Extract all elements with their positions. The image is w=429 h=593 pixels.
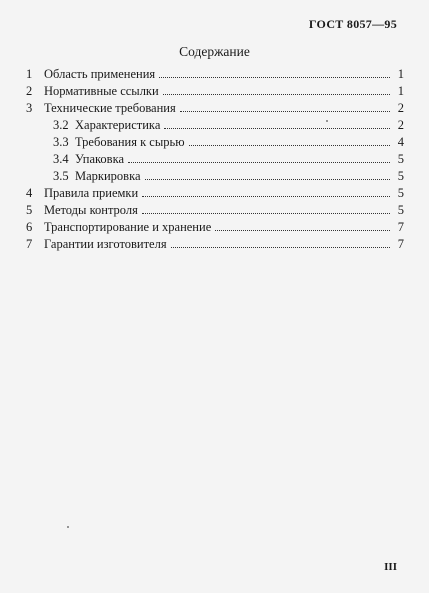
toc-item-page: 1 [397, 84, 404, 98]
toc-item-label: Технические требования [44, 101, 176, 115]
toc-item-number: 3.2 [53, 118, 69, 132]
toc-item-number: 7 [26, 237, 33, 251]
toc-item-label: Маркировка [75, 169, 141, 183]
toc-leader-dots [180, 110, 390, 112]
toc-leader-dots [189, 144, 390, 146]
toc-item-number: 3 [26, 101, 33, 115]
toc-item-3-4 [26, 152, 404, 169]
toc-item-2 [26, 84, 404, 101]
toc-item-page: 5 [397, 169, 404, 183]
toc-item-page: 5 [397, 203, 404, 217]
toc-item-label: Характеристика [75, 118, 161, 132]
toc-item-number: 1 [26, 67, 33, 81]
toc-item-number: 3.4 [53, 152, 69, 166]
toc-item-label: Требования к сырью [75, 135, 185, 149]
toc-item-label: Область применения [44, 67, 156, 81]
toc-item-4 [26, 186, 404, 203]
toc-item-3-2 [26, 118, 404, 135]
toc-leader-dots [142, 212, 390, 214]
toc-item-label: Гарантии изготовителя [44, 237, 167, 251]
toc-item-number: 5 [26, 203, 33, 217]
toc-item-label: Упаковка [75, 152, 125, 166]
toc-leader-dots [215, 229, 390, 231]
toc-item-label: Транспортирование и хранение [44, 220, 212, 234]
toc-item-number: 2 [26, 84, 33, 98]
page-number: III [384, 561, 397, 573]
toc-item-number: 3.3 [53, 135, 69, 149]
toc-item-label: Нормативные ссылки [44, 84, 159, 98]
toc-leader-dots [145, 178, 390, 180]
toc-item-1 [26, 67, 404, 84]
toc-leader-dots [164, 127, 390, 129]
toc-item-page: 5 [397, 186, 404, 200]
toc-item-3-5 [26, 169, 404, 186]
toc-item-page: 2 [397, 101, 404, 115]
toc-item-3 [26, 101, 404, 118]
toc-item-label: Методы контроля [44, 203, 138, 217]
toc-item-label: Правила приемки [44, 186, 139, 200]
toc-title: Содержание [179, 44, 250, 59]
toc-item-7 [26, 237, 404, 254]
toc-leader-dots [163, 93, 390, 95]
scan-speck [326, 120, 328, 122]
toc-item-3-3 [26, 135, 404, 152]
scan-speck [67, 526, 69, 528]
toc-item-number: 6 [26, 220, 33, 234]
toc-item-page: 4 [397, 135, 404, 149]
toc-item-page: 5 [397, 152, 404, 166]
toc-item-number: 4 [26, 186, 33, 200]
table-of-contents [26, 67, 404, 254]
toc-leader-dots [171, 246, 390, 248]
toc-item-number: 3.5 [53, 169, 69, 183]
toc-item-page: 1 [397, 67, 404, 81]
toc-leader-dots [142, 195, 390, 197]
toc-leader-dots [159, 76, 390, 78]
document-code: ГОСТ 8057—95 [308, 17, 397, 31]
toc-item-5 [26, 203, 404, 220]
toc-item-page: 7 [397, 220, 404, 234]
toc-leader-dots [128, 161, 390, 163]
toc-item-page: 7 [397, 237, 404, 251]
toc-item-page: 2 [397, 118, 404, 132]
toc-item-6 [26, 220, 404, 237]
